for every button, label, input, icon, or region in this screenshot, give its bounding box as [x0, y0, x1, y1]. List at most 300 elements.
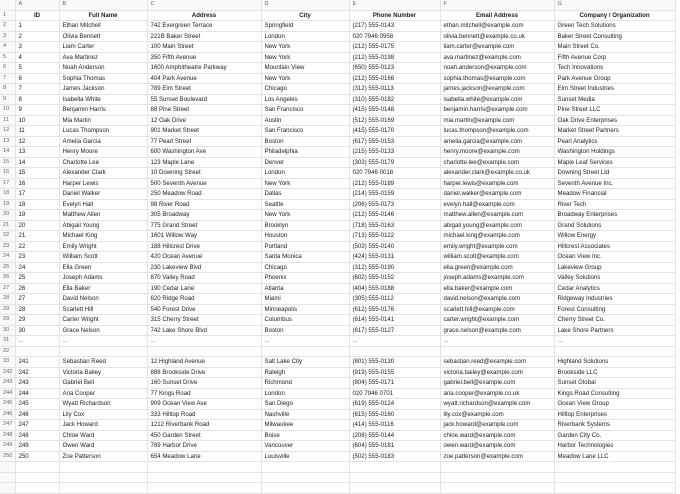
- cell-city[interactable]: Los Angeles: [261, 94, 349, 105]
- cell-email[interactable]: ella.baker@example.com: [440, 283, 554, 294]
- cell-address[interactable]: 870 Valley Road: [147, 273, 261, 284]
- cell-address[interactable]: 333 Hilltop Road: [147, 409, 261, 420]
- header-cell-address[interactable]: Address: [147, 10, 261, 21]
- empty-cell[interactable]: [59, 472, 147, 483]
- cell-city[interactable]: Raleigh: [261, 367, 349, 378]
- cell-full-name[interactable]: Carter Wright: [59, 315, 147, 326]
- cell-email[interactable]: william.scott@example.com: [440, 252, 554, 263]
- cell-address[interactable]: 1600 Amphitheatre Parkway: [147, 63, 261, 74]
- cell-email[interactable]: liam.carter@example.com: [440, 42, 554, 53]
- cell-company[interactable]: Maple Leaf Services: [554, 157, 675, 168]
- cell-id[interactable]: 10: [15, 115, 59, 126]
- cell-email[interactable]: mia.martin@example.com: [440, 115, 554, 126]
- row-number[interactable]: 244: [0, 388, 15, 399]
- row-number[interactable]: 28: [0, 294, 15, 305]
- column-header-c[interactable]: C: [147, 0, 261, 10]
- row-number[interactable]: 8: [0, 84, 15, 95]
- cell-email[interactable]: carter.wright@example.com: [440, 315, 554, 326]
- cell-company[interactable]: Brookside LLC: [554, 367, 675, 378]
- row-number[interactable]: 9: [0, 94, 15, 105]
- cell-company[interactable]: ...: [554, 336, 675, 347]
- cell-city[interactable]: Springfield: [261, 21, 349, 32]
- cell-company[interactable]: Lakeview Group: [554, 262, 675, 273]
- cell-email[interactable]: ...: [440, 336, 554, 347]
- cell-id[interactable]: 248: [15, 430, 59, 441]
- cell-phone[interactable]: (212) 555-0146: [349, 210, 440, 221]
- cell-full-name[interactable]: Ethan Mitchell: [59, 21, 147, 32]
- cell-address[interactable]: 190 Cedar Lane: [147, 283, 261, 294]
- cell-address[interactable]: 500 Seventh Avenue: [147, 178, 261, 189]
- cell-full-name[interactable]: Henry Moore: [59, 147, 147, 158]
- row-number[interactable]: 29: [0, 304, 15, 315]
- cell-company[interactable]: Seventh Avenue Inc.: [554, 178, 675, 189]
- empty-cell[interactable]: [554, 472, 675, 483]
- cell-address[interactable]: 742 Evergreen Terrace: [147, 21, 261, 32]
- cell-id[interactable]: 20: [15, 220, 59, 231]
- cell-address[interactable]: 775 Grand Street: [147, 220, 261, 231]
- cell-email[interactable]: wyatt.richardson@example.com: [440, 399, 554, 410]
- cell-email[interactable]: charlotte.lee@example.com: [440, 157, 554, 168]
- cell-city[interactable]: Boston: [261, 325, 349, 336]
- cell-address[interactable]: 230 Lakeview Blvd: [147, 262, 261, 273]
- cell-company[interactable]: Main Street Co.: [554, 42, 675, 53]
- cell-full-name[interactable]: Daniel Walker: [59, 189, 147, 200]
- header-cell-company[interactable]: Company / Organization: [554, 10, 675, 21]
- cell-city[interactable]: Chicago: [261, 84, 349, 95]
- empty-cell[interactable]: [349, 472, 440, 483]
- cell-email[interactable]: scarlett.hill@example.com: [440, 304, 554, 315]
- cell-phone[interactable]: (212) 555-0198: [349, 52, 440, 63]
- column-header-g[interactable]: G: [554, 0, 675, 10]
- cell-phone[interactable]: (512) 555-0169: [349, 115, 440, 126]
- cell-full-name[interactable]: Ella Green: [59, 262, 147, 273]
- row-number[interactable]: 4: [0, 42, 15, 53]
- row-number[interactable]: 23: [0, 241, 15, 252]
- cell-city[interactable]: Denver: [261, 157, 349, 168]
- cell-full-name[interactable]: Owen Ward: [59, 441, 147, 452]
- cell-city[interactable]: Chicago: [261, 262, 349, 273]
- cell-address[interactable]: 404 Park Avenue: [147, 73, 261, 84]
- cell-city[interactable]: [261, 346, 349, 357]
- cell-address[interactable]: 77 Kings Road: [147, 388, 261, 399]
- empty-cell[interactable]: [349, 462, 440, 473]
- column-header-b[interactable]: B: [59, 0, 147, 10]
- cell-full-name[interactable]: Abigail Young: [59, 220, 147, 231]
- cell-full-name[interactable]: Wyatt Richardson: [59, 399, 147, 410]
- cell-id[interactable]: 2: [15, 31, 59, 42]
- cell-email[interactable]: chloe.ward@example.com: [440, 430, 554, 441]
- cell-full-name[interactable]: James Jackson: [59, 84, 147, 95]
- cell-id[interactable]: [15, 346, 59, 357]
- row-number[interactable]: 13: [0, 136, 15, 147]
- cell-id[interactable]: 26: [15, 283, 59, 294]
- cell-company[interactable]: Baker Street Consulting: [554, 31, 675, 42]
- row-number[interactable]: 25: [0, 262, 15, 273]
- row-number[interactable]: 32: [0, 346, 15, 357]
- cell-phone[interactable]: (217) 555-0143: [349, 21, 440, 32]
- cell-email[interactable]: joseph.adams@example.com: [440, 273, 554, 284]
- cell-email[interactable]: emily.wright@example.com: [440, 241, 554, 252]
- cell-email[interactable]: noah.anderson@example.com: [440, 63, 554, 74]
- cell-email[interactable]: zoe.patterson@example.com: [440, 451, 554, 462]
- cell-address[interactable]: 1212 Riverbank Road: [147, 420, 261, 431]
- column-header-a[interactable]: A: [15, 0, 59, 10]
- cell-city[interactable]: Santa Monica: [261, 252, 349, 263]
- cell-full-name[interactable]: Aria Cooper: [59, 388, 147, 399]
- cell-company[interactable]: Cedar Analytics: [554, 283, 675, 294]
- cell-company[interactable]: Oak Drive Enterprises: [554, 115, 675, 126]
- row-number[interactable]: 250: [0, 451, 15, 462]
- cell-phone[interactable]: (214) 555-0159: [349, 189, 440, 200]
- cell-address[interactable]: 654 Meadow Lane: [147, 451, 261, 462]
- cell-phone[interactable]: (208) 555-0144: [349, 430, 440, 441]
- cell-email[interactable]: benjamin.harris@example.com: [440, 105, 554, 116]
- cell-city[interactable]: Nashville: [261, 409, 349, 420]
- cell-phone[interactable]: (718) 555-0163: [349, 220, 440, 231]
- row-number[interactable]: 21: [0, 220, 15, 231]
- empty-cell[interactable]: [554, 483, 675, 494]
- cell-email[interactable]: jack.howard@example.com: [440, 420, 554, 431]
- cell-full-name[interactable]: Grace Nelson: [59, 325, 147, 336]
- cell-company[interactable]: Kings Road Consulting: [554, 388, 675, 399]
- cell-phone[interactable]: (404) 555-0188: [349, 283, 440, 294]
- cell-email[interactable]: michael.king@example.com: [440, 231, 554, 242]
- cell-company[interactable]: Pine Street LLC: [554, 105, 675, 116]
- cell-email[interactable]: sebastian.reed@example.com: [440, 357, 554, 368]
- cell-full-name[interactable]: Lily Cox: [59, 409, 147, 420]
- row-number[interactable]: 15: [0, 157, 15, 168]
- cell-phone[interactable]: ...: [349, 336, 440, 347]
- cell-company[interactable]: Valley Solutions: [554, 273, 675, 284]
- cell-company[interactable]: Meadow Financial: [554, 189, 675, 200]
- cell-address[interactable]: 909 Ocean View Ave: [147, 399, 261, 410]
- header-cell-city[interactable]: City: [261, 10, 349, 21]
- cell-email[interactable]: sophia.thomas@example.com: [440, 73, 554, 84]
- cell-city[interactable]: Brooklyn: [261, 220, 349, 231]
- cell-city[interactable]: Atlanta: [261, 283, 349, 294]
- cell-id[interactable]: 246: [15, 409, 59, 420]
- cell-email[interactable]: alexander.clark@example.co.uk: [440, 168, 554, 179]
- cell-phone[interactable]: (424) 555-0131: [349, 252, 440, 263]
- cell-full-name[interactable]: Jack Howard: [59, 420, 147, 431]
- row-number[interactable]: 12: [0, 126, 15, 137]
- cell-email[interactable]: aria.cooper@example.co.uk: [440, 388, 554, 399]
- cell-id[interactable]: 3: [15, 42, 59, 53]
- header-cell-phone-number[interactable]: Phone Number: [349, 10, 440, 21]
- cell-company[interactable]: Ridgeway Industries: [554, 294, 675, 305]
- cell-city[interactable]: ...: [261, 336, 349, 347]
- cell-city[interactable]: Louisville: [261, 451, 349, 462]
- cell-id[interactable]: 247: [15, 420, 59, 431]
- cell-phone[interactable]: (713) 555-0122: [349, 231, 440, 242]
- cell-id[interactable]: 13: [15, 147, 59, 158]
- cell-full-name[interactable]: Evelyn Hall: [59, 199, 147, 210]
- row-number[interactable]: 17: [0, 178, 15, 189]
- cell-city[interactable]: San Francisco: [261, 126, 349, 137]
- cell-address[interactable]: 450 Garden Street: [147, 430, 261, 441]
- cell-id[interactable]: 7: [15, 84, 59, 95]
- cell-id[interactable]: 21: [15, 231, 59, 242]
- cell-company[interactable]: Fifth Avenue Corp: [554, 52, 675, 63]
- cell-city[interactable]: San Diego: [261, 399, 349, 410]
- cell-address[interactable]: 10 Downing Street: [147, 168, 261, 179]
- cell-city[interactable]: New York: [261, 52, 349, 63]
- empty-cell[interactable]: [440, 462, 554, 473]
- cell-phone[interactable]: (212) 555-0166: [349, 73, 440, 84]
- cell-full-name[interactable]: Chloe Ward: [59, 430, 147, 441]
- row-number[interactable]: 10: [0, 105, 15, 116]
- empty-cell[interactable]: [554, 462, 675, 473]
- cell-phone[interactable]: 020 7946 0018: [349, 168, 440, 179]
- row-number[interactable]: 245: [0, 399, 15, 410]
- cell-id[interactable]: 244: [15, 388, 59, 399]
- row-number[interactable]: 11: [0, 115, 15, 126]
- cell-id[interactable]: 27: [15, 294, 59, 305]
- cell-email[interactable]: james.jackson@example.com: [440, 84, 554, 95]
- cell-city[interactable]: New York: [261, 42, 349, 53]
- cell-address[interactable]: 315 Cherry Street: [147, 315, 261, 326]
- cell-city[interactable]: Philadelphia: [261, 147, 349, 158]
- empty-cell[interactable]: [15, 483, 59, 494]
- cell-full-name[interactable]: [59, 346, 147, 357]
- cell-email[interactable]: isabella.white@example.com: [440, 94, 554, 105]
- cell-address[interactable]: [147, 346, 261, 357]
- cell-full-name[interactable]: Victoria Bailey: [59, 367, 147, 378]
- cell-phone[interactable]: (414) 555-0116: [349, 420, 440, 431]
- cell-phone[interactable]: (303) 555-0179: [349, 157, 440, 168]
- cell-id[interactable]: 250: [15, 451, 59, 462]
- cell-address[interactable]: 250 Meadow Road: [147, 189, 261, 200]
- cell-full-name[interactable]: Michael King: [59, 231, 147, 242]
- cell-id[interactable]: 28: [15, 304, 59, 315]
- cell-email[interactable]: owen.ward@example.com: [440, 441, 554, 452]
- cell-full-name[interactable]: Ava Martinez: [59, 52, 147, 63]
- cell-company[interactable]: Harbor Technologies: [554, 441, 675, 452]
- cell-address[interactable]: 88 Pine Street: [147, 105, 261, 116]
- row-number[interactable]: [0, 462, 15, 473]
- cell-full-name[interactable]: Gabriel Bell: [59, 378, 147, 389]
- cell-company[interactable]: Willow Energy: [554, 231, 675, 242]
- cell-email[interactable]: ella.green@example.com: [440, 262, 554, 273]
- cell-full-name[interactable]: Ella Baker: [59, 283, 147, 294]
- cell-email[interactable]: david.nelson@example.com: [440, 294, 554, 305]
- cell-address[interactable]: 188 Hillcrest Drive: [147, 241, 261, 252]
- cell-company[interactable]: Forest Consulting: [554, 304, 675, 315]
- cell-city[interactable]: Richmond: [261, 378, 349, 389]
- cell-id[interactable]: 14: [15, 157, 59, 168]
- cell-email[interactable]: daniel.walker@example.com: [440, 189, 554, 200]
- cell-email[interactable]: henry.moore@example.com: [440, 147, 554, 158]
- cell-full-name[interactable]: David Nelson: [59, 294, 147, 305]
- cell-id[interactable]: 249: [15, 441, 59, 452]
- row-number[interactable]: 29: [0, 315, 15, 326]
- row-number[interactable]: 33: [0, 357, 15, 368]
- cell-address[interactable]: 540 Forest Drive: [147, 304, 261, 315]
- cell-company[interactable]: Ocean View Group: [554, 399, 675, 410]
- cell-address[interactable]: 1601 Willow Way: [147, 231, 261, 242]
- cell-phone[interactable]: (312) 555-0190: [349, 262, 440, 273]
- cell-full-name[interactable]: Alexander Clark: [59, 168, 147, 179]
- cell-id[interactable]: 29: [15, 315, 59, 326]
- cell-phone[interactable]: (602) 555-0152: [349, 273, 440, 284]
- cell-email[interactable]: olivia.bennett@example.co.uk: [440, 31, 554, 42]
- cell-company[interactable]: Market Street Partners: [554, 126, 675, 137]
- row-number[interactable]: 246: [0, 409, 15, 420]
- cell-phone[interactable]: (604) 555-0181: [349, 441, 440, 452]
- cell-company[interactable]: Highland Solutions: [554, 357, 675, 368]
- cell-phone[interactable]: (617) 555-0153: [349, 136, 440, 147]
- empty-cell[interactable]: [440, 483, 554, 494]
- row-number[interactable]: 7: [0, 73, 15, 84]
- cell-city[interactable]: New York: [261, 210, 349, 221]
- cell-id[interactable]: 18: [15, 199, 59, 210]
- cell-phone[interactable]: (617) 555-0127: [349, 325, 440, 336]
- cell-company[interactable]: Sunset Media: [554, 94, 675, 105]
- cell-city[interactable]: Dallas: [261, 189, 349, 200]
- cell-address[interactable]: 888 Brookside Drive: [147, 367, 261, 378]
- cell-full-name[interactable]: Harper Lewis: [59, 178, 147, 189]
- cell-id[interactable]: 11: [15, 126, 59, 137]
- cell-full-name[interactable]: ...: [59, 336, 147, 347]
- cell-company[interactable]: Ocean View Inc.: [554, 252, 675, 263]
- cell-id[interactable]: 15: [15, 168, 59, 179]
- cell-email[interactable]: amelia.garcia@example.com: [440, 136, 554, 147]
- cell-id[interactable]: 17: [15, 189, 59, 200]
- row-number[interactable]: 14: [0, 147, 15, 158]
- cell-company[interactable]: Sunset Global: [554, 378, 675, 389]
- cell-phone[interactable]: (310) 555-0182: [349, 94, 440, 105]
- cell-company[interactable]: [554, 346, 675, 357]
- empty-cell[interactable]: [147, 462, 261, 473]
- row-number[interactable]: 247: [0, 420, 15, 431]
- empty-cell[interactable]: [147, 483, 261, 494]
- cell-phone[interactable]: (615) 555-0160: [349, 409, 440, 420]
- cell-company[interactable]: Hilltop Enterprises: [554, 409, 675, 420]
- row-number[interactable]: 2: [0, 21, 15, 32]
- cell-address[interactable]: 160 Sunset Drive: [147, 378, 261, 389]
- cell-phone[interactable]: 020 7946 0701: [349, 388, 440, 399]
- cell-company[interactable]: Park Avenue Group: [554, 73, 675, 84]
- cell-full-name[interactable]: Charlotte Lee: [59, 157, 147, 168]
- cell-address[interactable]: 620 Ridge Road: [147, 294, 261, 305]
- cell-city[interactable]: London: [261, 31, 349, 42]
- row-number[interactable]: 6: [0, 63, 15, 74]
- empty-cell[interactable]: [15, 462, 59, 473]
- cell-address[interactable]: 123 Maple Lane: [147, 157, 261, 168]
- cell-phone[interactable]: [349, 346, 440, 357]
- cell-company[interactable]: Riverbank Systems: [554, 420, 675, 431]
- cell-city[interactable]: Austin: [261, 115, 349, 126]
- cell-phone[interactable]: (312) 555-0113: [349, 84, 440, 95]
- cell-company[interactable]: Green Tech Solutions: [554, 21, 675, 32]
- cell-address[interactable]: 305 Broadway: [147, 210, 261, 221]
- cell-address[interactable]: 12 Oak Drive: [147, 115, 261, 126]
- cell-company[interactable]: Meadow Lane LLC: [554, 451, 675, 462]
- row-number[interactable]: 242: [0, 367, 15, 378]
- cell-phone[interactable]: (305) 555-0112: [349, 294, 440, 305]
- cell-full-name[interactable]: Benjamin Harris: [59, 105, 147, 116]
- empty-cell[interactable]: [261, 462, 349, 473]
- cell-full-name[interactable]: Sophia Thomas: [59, 73, 147, 84]
- empty-cell[interactable]: [15, 472, 59, 483]
- cell-email[interactable]: ava.martinez@example.com: [440, 52, 554, 63]
- column-header-e[interactable]: E: [349, 0, 440, 10]
- cell-phone[interactable]: (919) 555-0155: [349, 367, 440, 378]
- cell-id[interactable]: 22: [15, 241, 59, 252]
- cell-email[interactable]: matthew.allen@example.com: [440, 210, 554, 221]
- empty-cell[interactable]: [59, 462, 147, 473]
- row-number[interactable]: 19: [0, 199, 15, 210]
- cell-company[interactable]: Hillcrest Associates: [554, 241, 675, 252]
- cell-id[interactable]: 16: [15, 178, 59, 189]
- cell-id[interactable]: 9: [15, 105, 59, 116]
- cell-id[interactable]: ...: [15, 336, 59, 347]
- cell-email[interactable]: abigail.young@example.com: [440, 220, 554, 231]
- cell-id[interactable]: 5: [15, 63, 59, 74]
- cell-id[interactable]: 12: [15, 136, 59, 147]
- cell-email[interactable]: lucas.thompson@example.com: [440, 126, 554, 137]
- cell-address[interactable]: 600 Washington Ave: [147, 147, 261, 158]
- cell-address[interactable]: 100 Main Street: [147, 42, 261, 53]
- cell-full-name[interactable]: Matthew Allen: [59, 210, 147, 221]
- cell-id[interactable]: 30: [15, 325, 59, 336]
- cell-phone[interactable]: (614) 555-0141: [349, 315, 440, 326]
- cell-full-name[interactable]: Scarlett Hill: [59, 304, 147, 315]
- cell-address[interactable]: 221B Baker Street: [147, 31, 261, 42]
- cell-address[interactable]: 350 Fifth Avenue: [147, 52, 261, 63]
- cell-city[interactable]: London: [261, 168, 349, 179]
- cell-phone[interactable]: (619) 555-0124: [349, 399, 440, 410]
- cell-company[interactable]: Downing Street Ltd: [554, 168, 675, 179]
- cell-address[interactable]: 901 Market Street: [147, 126, 261, 137]
- cell-company[interactable]: Lake Shore Partners: [554, 325, 675, 336]
- cell-company[interactable]: Cherry Street Co.: [554, 315, 675, 326]
- row-number[interactable]: [0, 472, 15, 483]
- column-header-d[interactable]: D: [261, 0, 349, 10]
- header-cell-id[interactable]: ID: [15, 10, 59, 21]
- cell-company[interactable]: Garden City Co.: [554, 430, 675, 441]
- cell-company[interactable]: Pearl Analytics: [554, 136, 675, 147]
- cell-city[interactable]: Minneapolis: [261, 304, 349, 315]
- row-number[interactable]: [0, 483, 15, 494]
- row-number[interactable]: 18: [0, 189, 15, 200]
- row-number[interactable]: 20: [0, 210, 15, 221]
- cell-company[interactable]: Washington Holdings: [554, 147, 675, 158]
- select-all-corner[interactable]: [0, 0, 15, 10]
- header-cell-email-address[interactable]: Email Address: [440, 10, 554, 21]
- cell-email[interactable]: [440, 346, 554, 357]
- cell-email[interactable]: grace.nelson@example.com: [440, 325, 554, 336]
- cell-phone[interactable]: (212) 555-0189: [349, 178, 440, 189]
- empty-cell[interactable]: [147, 472, 261, 483]
- cell-email[interactable]: gabriel.bell@example.com: [440, 378, 554, 389]
- cell-phone[interactable]: (801) 555-0130: [349, 357, 440, 368]
- cell-address[interactable]: 789 Elm Street: [147, 84, 261, 95]
- cell-phone[interactable]: (502) 555-0183: [349, 451, 440, 462]
- cell-email[interactable]: evelyn.hall@example.com: [440, 199, 554, 210]
- cell-id[interactable]: 1: [15, 21, 59, 32]
- cell-city[interactable]: New York: [261, 73, 349, 84]
- cell-city[interactable]: Portland: [261, 241, 349, 252]
- cell-phone[interactable]: (415) 555-0148: [349, 105, 440, 116]
- cell-address[interactable]: 789 Harbor Drive: [147, 441, 261, 452]
- cell-full-name[interactable]: Zoe Patterson: [59, 451, 147, 462]
- cell-city[interactable]: Boston: [261, 136, 349, 147]
- cell-company[interactable]: Tech Innovations: [554, 63, 675, 74]
- header-cell-full-name[interactable]: Full Name: [59, 10, 147, 21]
- cell-address[interactable]: ...: [147, 336, 261, 347]
- cell-full-name[interactable]: William Scott: [59, 252, 147, 263]
